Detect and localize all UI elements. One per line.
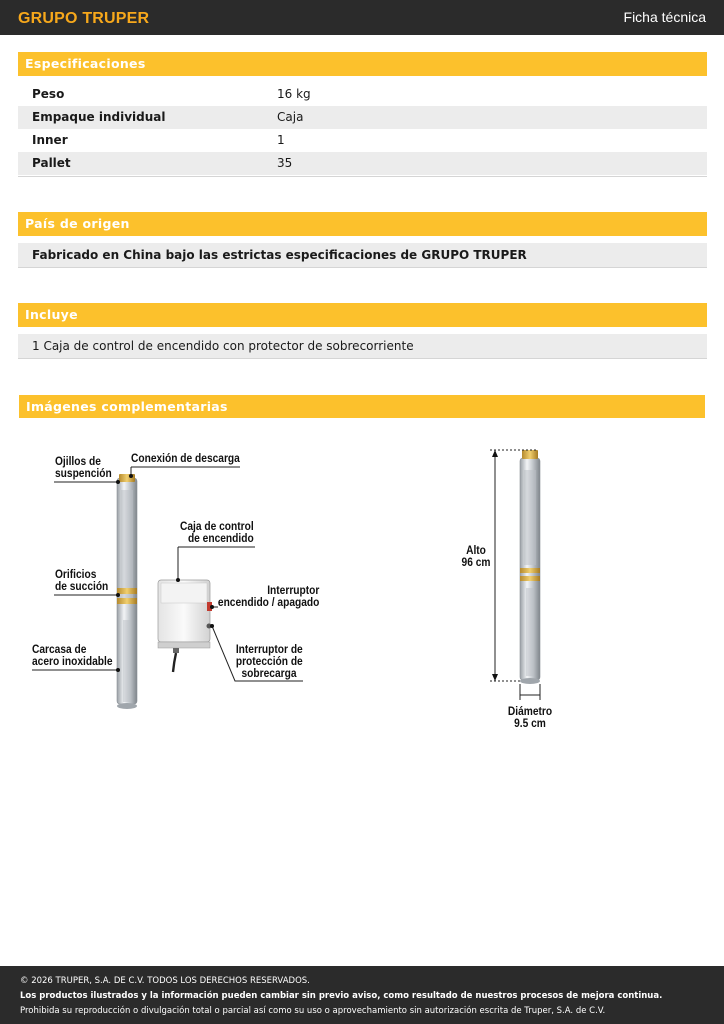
incluye-text: 1 Caja de control de encendido con protector de sobrecorriente xyxy=(18,334,707,358)
spec-label: Peso xyxy=(32,87,65,101)
dimension-alto: Alto 96 cm xyxy=(461,543,491,569)
section-incluye-title: Incluye xyxy=(18,303,707,327)
spec-label: Pallet xyxy=(32,156,71,170)
callout-interruptor: Interruptor encendido / apagado xyxy=(217,583,319,609)
spec-row xyxy=(18,152,707,175)
pump-body xyxy=(117,474,137,709)
doc-type-label: Ficha técnica xyxy=(623,9,706,25)
spec-value: 1 xyxy=(277,133,285,147)
spec-value: 16 kg xyxy=(277,87,311,101)
top-header xyxy=(0,0,724,35)
callout-proteccion: Interruptor de protección de sobrecarga xyxy=(235,642,303,680)
footer-legal: Prohibida su reproducción o divulgación total o parcial así como su uso o aprovechamiento sin autorización escrita de Truper, S.A. de C.V. xyxy=(20,1006,606,1016)
page-footer xyxy=(0,966,724,1024)
pump-body xyxy=(520,450,540,684)
spec-row xyxy=(18,83,707,106)
callout-descarga: Conexión de descarga xyxy=(131,451,240,465)
dimension-diametro: Diámetro 9.5 cm xyxy=(507,704,553,730)
section-divider xyxy=(18,358,707,359)
callout-caja-control: Caja de control de encendido xyxy=(180,519,254,545)
spec-label: Inner xyxy=(32,133,68,147)
callout-orificios: Orificios de succión xyxy=(55,567,109,593)
spec-label: Empaque individual xyxy=(32,110,166,124)
section-divider xyxy=(18,176,707,177)
callout-carcasa: Carcasa de acero inoxidable xyxy=(32,642,113,668)
brand-logo: GRUPO TRUPER xyxy=(18,10,150,27)
section-especificaciones-title: Especificaciones xyxy=(18,52,707,76)
callout-ojillos: Ojillos de suspención xyxy=(55,454,112,480)
pump-parts-illustration xyxy=(0,430,360,730)
pump-dimensions-illustration xyxy=(440,440,580,700)
control-box xyxy=(158,580,212,672)
spec-value: Caja xyxy=(277,110,304,124)
origen-text: Fabricado en China bajo las estrictas especificaciones de GRUPO TRUPER xyxy=(18,243,707,267)
spec-row xyxy=(18,129,707,152)
spec-row xyxy=(18,106,707,129)
section-origen-title: País de origen xyxy=(18,212,707,236)
spec-value: 35 xyxy=(277,156,293,170)
footer-copyright: © 2026 TRUPER, S.A. DE C.V. TODOS LOS DERECHOS RESERVADOS. xyxy=(20,976,310,986)
footer-notice: Los productos ilustrados y la información pueden cambiar sin previo aviso, como resultado de nuestros procesos de mejora continua. xyxy=(20,991,663,1001)
section-imagenes-title: Imágenes complementarias xyxy=(19,395,705,418)
section-divider xyxy=(18,267,707,268)
